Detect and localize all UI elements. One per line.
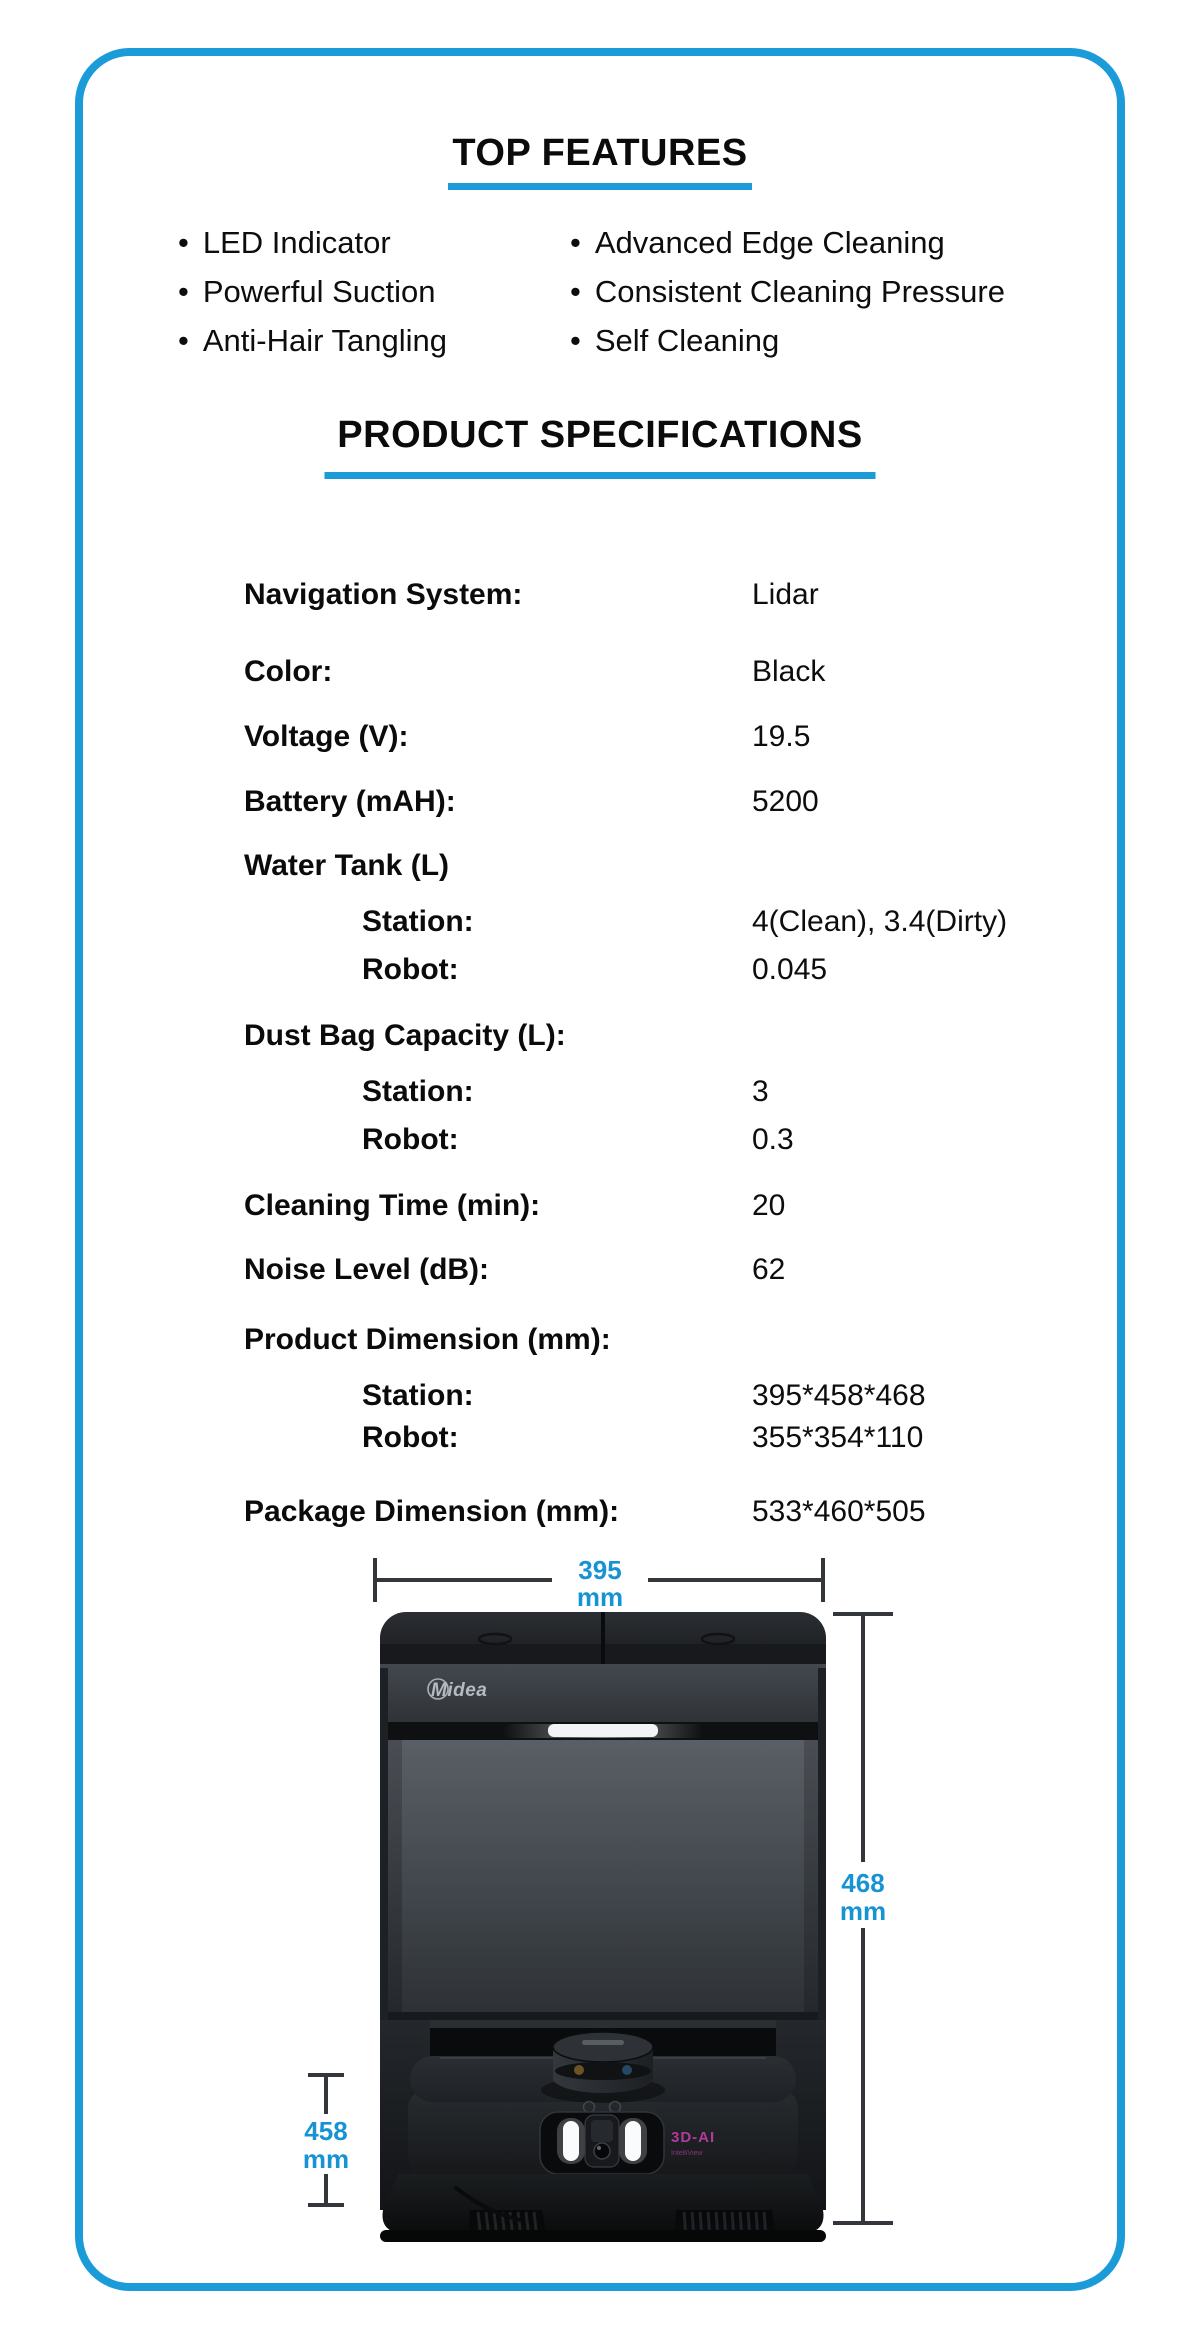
spec-label: Station: bbox=[362, 905, 474, 938]
midea-logo bbox=[428, 1679, 487, 1701]
bullet-icon: • bbox=[178, 274, 189, 309]
spec-value: 19.5 bbox=[752, 720, 811, 753]
spec-label: Battery (mAH): bbox=[244, 785, 456, 818]
spec-value: 5200 bbox=[752, 785, 819, 818]
lidar-turret bbox=[553, 2032, 653, 2093]
width-dimension-unit: mm bbox=[576, 1582, 624, 1612]
feature-item bbox=[178, 223, 391, 263]
feature-item bbox=[178, 321, 447, 361]
bullet-icon: • bbox=[570, 225, 581, 260]
spec-value: 62 bbox=[752, 1253, 786, 1286]
bullet-icon: • bbox=[570, 274, 581, 309]
spec-row bbox=[0, 846, 1200, 886]
product-specifications-underline bbox=[325, 472, 876, 479]
spec-row bbox=[0, 782, 1200, 822]
spec-label: Robot: bbox=[362, 953, 459, 986]
bullet-icon: • bbox=[570, 323, 581, 358]
width-dimension-value: 395 bbox=[578, 1555, 622, 1585]
spec-row bbox=[0, 950, 1200, 990]
feature-label: Consistent Cleaning Pressure bbox=[594, 274, 1005, 309]
spec-row bbox=[0, 1186, 1200, 1226]
product-figure bbox=[280, 1550, 920, 2250]
spec-row bbox=[0, 1492, 1200, 1532]
bullet-icon: • bbox=[178, 225, 189, 260]
spec-row bbox=[0, 1016, 1200, 1056]
feature-label: Self Cleaning bbox=[594, 323, 780, 358]
spec-label: Dust Bag Capacity (L): bbox=[244, 1019, 566, 1052]
spec-value: 3 bbox=[752, 1075, 769, 1108]
robot-height-dimension-unit: mm bbox=[302, 2144, 350, 2174]
height-dimension-value: 468 bbox=[841, 1868, 885, 1898]
spec-value: Black bbox=[752, 655, 826, 688]
dock-base bbox=[380, 2174, 826, 2242]
spec-label: Water Tank (L) bbox=[244, 849, 450, 882]
spec-label: Station: bbox=[362, 1075, 474, 1108]
spec-value: 20 bbox=[752, 1189, 786, 1222]
led-strip bbox=[548, 1724, 658, 1737]
spec-row bbox=[0, 717, 1200, 757]
product-specifications-title: PRODUCT SPECIFICATIONS bbox=[337, 414, 863, 456]
spec-value: 0.3 bbox=[752, 1123, 794, 1156]
spec-label: Robot: bbox=[362, 1123, 459, 1156]
robot-height-dimension-value: 458 bbox=[304, 2116, 348, 2146]
brand-text: Midea bbox=[431, 1680, 488, 1701]
spec-label: Navigation System: bbox=[244, 578, 523, 611]
spec-label: Robot: bbox=[362, 1421, 459, 1454]
headlight-right bbox=[625, 2121, 641, 2161]
headlight-left bbox=[563, 2121, 579, 2161]
spec-row bbox=[0, 1376, 1200, 1416]
spec-value: 355*354*110 bbox=[752, 1421, 924, 1454]
feature-label: Powerful Suction bbox=[202, 274, 436, 309]
spec-value: 4(Clean), 3.4(Dirty) bbox=[752, 905, 1008, 938]
spec-label: Package Dimension (mm): bbox=[244, 1495, 620, 1528]
spec-value: 395*458*468 bbox=[752, 1379, 926, 1412]
spec-row bbox=[0, 902, 1200, 942]
feature-item bbox=[570, 321, 779, 361]
top-features-title: TOP FEATURES bbox=[452, 132, 748, 174]
spec-row bbox=[0, 1320, 1200, 1360]
spec-row bbox=[0, 1418, 1200, 1458]
spec-label: Noise Level (dB): bbox=[244, 1253, 490, 1286]
feature-item bbox=[570, 223, 945, 263]
spec-row bbox=[0, 1120, 1200, 1160]
spec-row bbox=[0, 1250, 1200, 1290]
bullet-icon: • bbox=[178, 323, 189, 358]
height-dimension-unit: mm bbox=[839, 1896, 887, 1926]
spec-label: Station: bbox=[362, 1379, 474, 1412]
feature-label: Anti-Hair Tangling bbox=[202, 323, 447, 358]
feature-item bbox=[570, 272, 1005, 312]
turret-lens-right bbox=[622, 2065, 632, 2075]
spec-label: Product Dimension (mm): bbox=[244, 1323, 611, 1356]
top-features-underline bbox=[448, 183, 752, 190]
spec-label: Voltage (V): bbox=[244, 720, 409, 753]
station-front-panel bbox=[388, 1740, 818, 2020]
spec-row bbox=[0, 1072, 1200, 1112]
spec-row bbox=[0, 652, 1200, 692]
badge-subtext: IntelliView bbox=[671, 2150, 703, 2157]
feature-item bbox=[178, 272, 435, 312]
spec-value: 533*460*505 bbox=[752, 1495, 926, 1528]
turret-lens-left bbox=[574, 2065, 584, 2075]
feature-label: Advanced Edge Cleaning bbox=[594, 225, 945, 260]
spec-row bbox=[0, 575, 1200, 615]
spec-label: Cleaning Time (min): bbox=[244, 1189, 541, 1222]
badge-text: 3D-AI bbox=[671, 2129, 716, 2146]
spec-value: Lidar bbox=[752, 578, 819, 611]
camera-lens bbox=[594, 2143, 610, 2159]
feature-label: LED Indicator bbox=[202, 225, 391, 260]
spec-label: Color: bbox=[244, 655, 333, 688]
spec-value: 0.045 bbox=[752, 953, 828, 986]
